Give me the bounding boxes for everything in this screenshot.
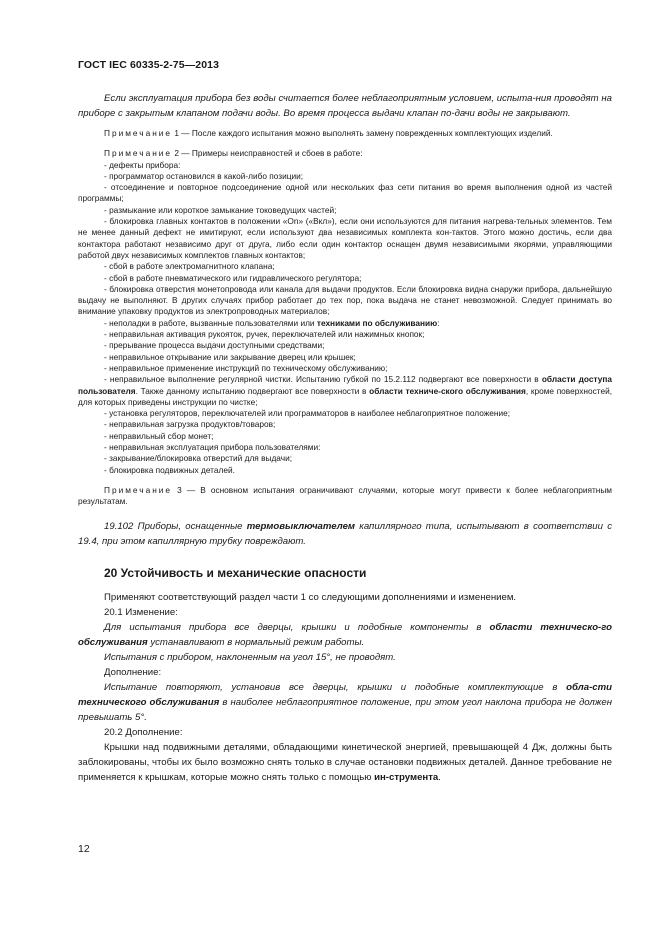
text-run: Для испытания прибора все дверцы, крышки и подобные компоненты в: [104, 621, 490, 633]
list-item: - программатор остановился в какой-либо позиции;: [104, 170, 304, 181]
list-item: - дефекты прибора:: [104, 159, 181, 170]
list-item: - прерывание процесса выдачи доступными средствами;: [104, 340, 325, 351]
text-run: Крышки над подвижными деталями, обладающими кинетической энергией, превышающей 4 Дж, должны быть заблокированы, чтобы их было возможно снять только в случае остановки подвижных деталей. Данное требование не применяется к крышкам, которые можно снять только с помощью: [78, 741, 612, 783]
defined-term: термовыключателем: [246, 520, 356, 532]
paragraph: [78, 680, 612, 725]
list-item: - закрывание/блокировка отверстий для выдачи;: [104, 453, 293, 464]
note-label: Примечание: [104, 128, 173, 138]
paragraph: Применяют соответствующий раздел части 1 со следующими дополнениями и изменением.: [104, 591, 517, 603]
clause-20-1: 20.1 Изменение:: [104, 606, 178, 618]
standard-header: ГОСТ IEC 60335-2-75—2013: [78, 59, 220, 71]
page-content: [78, 91, 612, 785]
text-run: Испытание повторяют, установив все дверцы, крышки и подобные комплектующие в: [104, 681, 567, 693]
defined-term: ин-струмента: [374, 771, 439, 783]
note-label: Примечание: [104, 484, 173, 495]
clause-19-102: [78, 519, 612, 549]
text-run: - неправильное выполнение регулярной чистки. Испытанию губкой по 15.2.112 подвергают все поверхности в: [104, 374, 542, 385]
list-item: [78, 318, 612, 329]
note-text: 3 — В основном испытания ограничивают случаями, которые могут привести к более неблагоприятным результатам.: [78, 484, 612, 507]
list-item: - неправильная активация рукояток, ручек, переключателей или нажимных кнопок;: [104, 329, 425, 340]
text-run: .: [438, 771, 441, 783]
list-item: - сбой в работе электромагнитного клапана;: [104, 261, 275, 272]
text-run: , кроме поверхностей, для которых приведены инструкции по чистке;: [78, 385, 613, 407]
defined-term: техниками по обслуживанию: [316, 317, 438, 328]
note-1: [78, 128, 612, 139]
note-text: 1 — После каждого испытания можно выполнять замену поврежденных комплектующих изделий.: [174, 128, 553, 138]
note-label: Примечание: [104, 148, 173, 159]
list-item: - неправильное применение инструкций по техническому обслуживанию;: [104, 362, 388, 373]
list-item: - установка регуляторов, переключателей или программаторов в наиболее неблагоприятное положение;: [104, 408, 511, 419]
list-item: - неправильное открывание или закрывание дверец или крышек;: [104, 351, 356, 362]
intro-paragraph: Если эксплуатация прибора без воды считается более неблагоприятным условием, испыта-ния проводят на приборе с закрытым клапаном подачи воды. Во время процесса выдачи клапан по-дачи воды не закрывают.: [78, 93, 612, 119]
paragraph: [78, 620, 612, 650]
note-text: 2 — Примеры неисправностей и сбоев в работе:: [174, 148, 363, 159]
list-item: - неправильная загрузка продуктов/товаров;: [104, 419, 276, 430]
defined-term: области доступа пользователя: [78, 374, 612, 396]
note-2-lead: [78, 148, 612, 159]
defined-term: области техническо-го обслуживания: [78, 621, 612, 648]
page-number: 12: [78, 843, 90, 855]
text-run: - неполадки в работе, вызванные пользователями или: [104, 317, 317, 328]
section-heading: 20 Устойчивость и механические опасности: [104, 565, 367, 580]
paragraph: Дополнение:: [104, 666, 162, 678]
text-run: :: [437, 317, 440, 328]
text-run: 19.102 Приборы, оснащенные: [104, 520, 247, 532]
list-item: - отсоединение и повторное подсоединение одной или нескольких фаз сети питания во время выполнения одной из частей программы;: [78, 182, 612, 204]
note-2: [78, 148, 612, 476]
list-item: [78, 374, 612, 408]
list-item: - размыкание или короткое замыкание токоведущих частей;: [104, 204, 337, 215]
text-run: в наиболее неблагоприятное положение, при этом угол наклона прибора не должен превышать 5°.: [78, 696, 613, 723]
list-item: - блокировка главных контактов в положении «On» («Вкл»), если они используются для питания нагрева-тельных элементов. Тем не менее данный дефект не имитируют, если используют два независимых комплекта кон-тактов. Этого можно достичь, если два контактора работают независимо друг от друга, либо если один контактор оснащен двумя независимыми якорями, управляющими работой двух независимых комплектов главных контактов;: [78, 216, 612, 260]
list-item: - неправильный сбор монет;: [104, 430, 214, 441]
list-item: - неправильная эксплуатация прибора пользователями:: [104, 442, 321, 453]
defined-term: обла-сти технического обслуживания: [78, 681, 612, 708]
paragraph: Испытания с прибором, наклоненным на угол 15°, не проводят.: [104, 651, 396, 663]
text-run: устанавливают в нормальный режим работы.: [147, 636, 365, 648]
defined-term: области техниче-ского обслуживания: [369, 385, 526, 396]
list-item: - блокировка подвижных деталей.: [104, 464, 235, 475]
paragraph: [78, 740, 612, 785]
clause-20-2: 20.2 Дополнение:: [104, 726, 183, 738]
text-run: капиллярного типа, испытывают в соответствии с 19.4, при этом капиллярную трубку повреждают.: [78, 520, 612, 547]
list-item: - сбой в работе пневматического или гидравлического регулятора;: [104, 272, 362, 283]
list-item: - блокировка отверстия монетопровода или канала для выдачи продуктов. Если блокировка видна снаружи прибора, дальнейшую выдачу не выполняют. В других случаях прибор работает до тех пор, пока выдача не станет невозможной. Следует принимать во внимание упаковку продуктов из электропроводных материалов;: [78, 283, 612, 317]
text-run: . Также данному испытанию подвергают все поверхности в: [135, 385, 370, 396]
note-3: [78, 485, 612, 508]
